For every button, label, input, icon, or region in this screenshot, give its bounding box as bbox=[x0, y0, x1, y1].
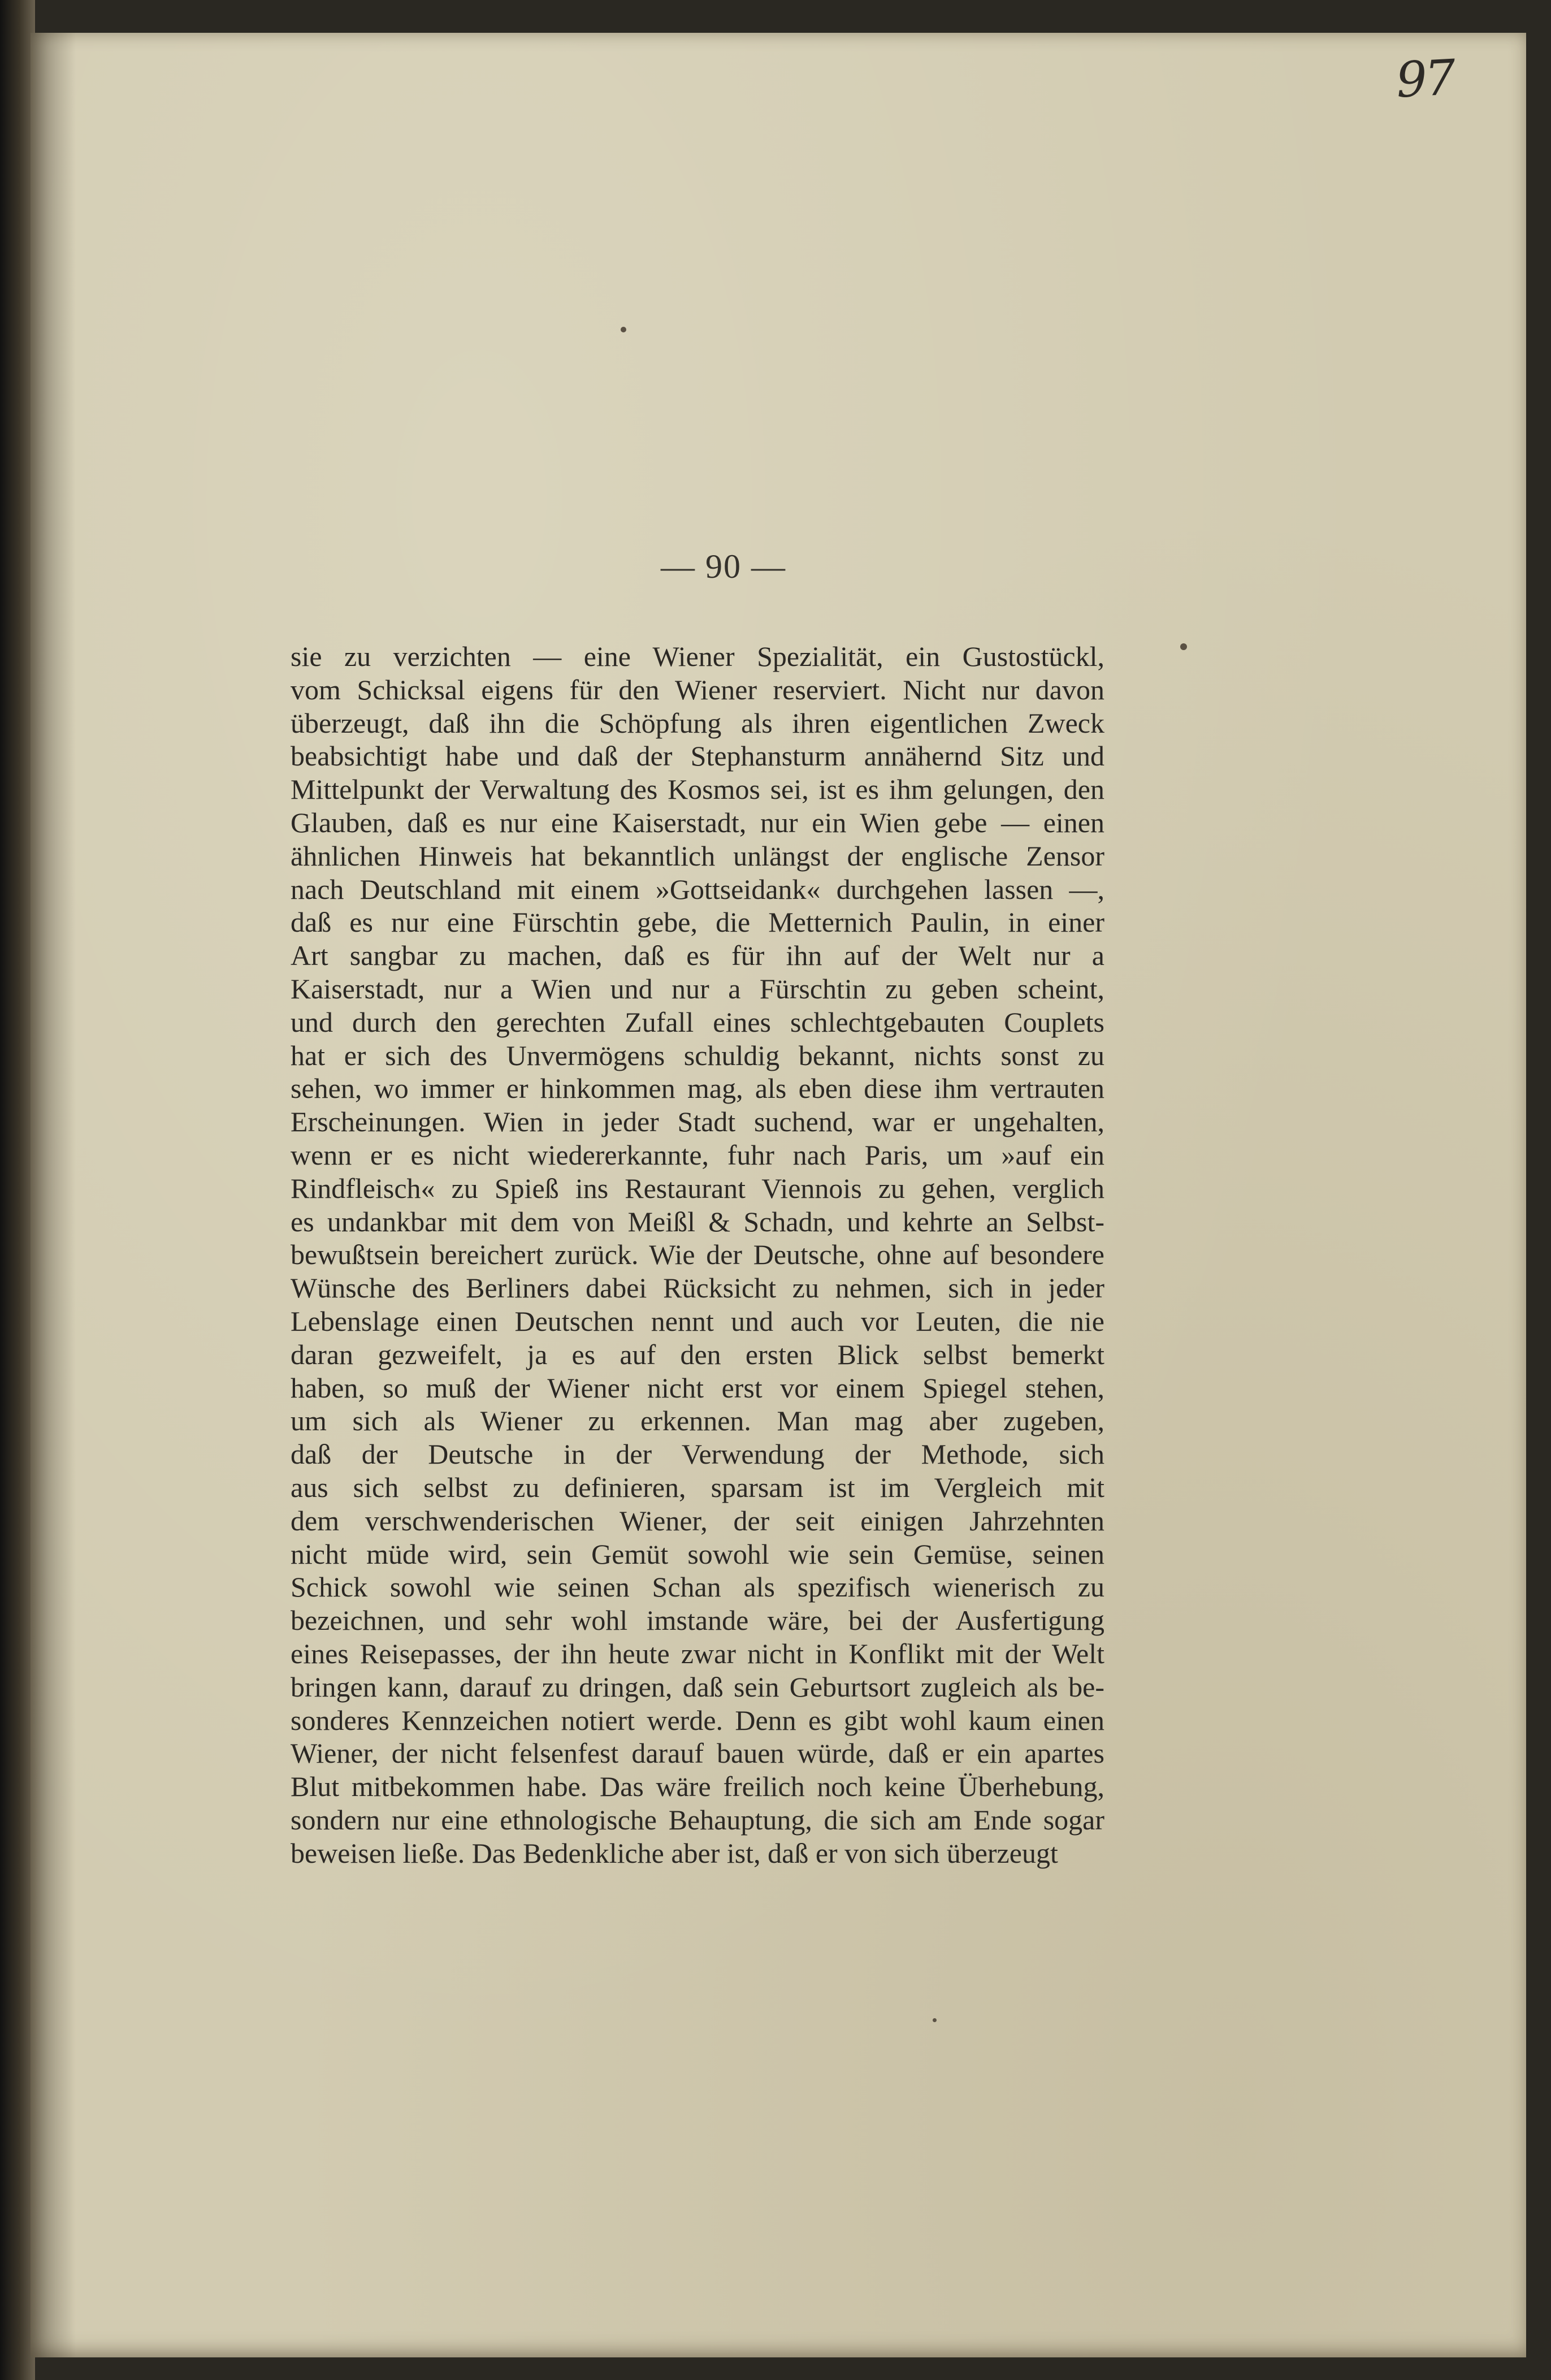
text-line: um sich als Wiener zu erkennen. Man mag aber zugeben, bbox=[291, 1405, 1104, 1437]
text-line: Schick sowohl wie seinen Schan als spezifisch wienerisch zu bbox=[291, 1571, 1104, 1603]
text-line: nicht müde wird, sein Gemüt sowohl wie sein Gemüse, seinen bbox=[291, 1538, 1104, 1570]
text-line: Rindfleisch« zu Spieß ins Restaurant Viennois zu gehen, verglich bbox=[291, 1172, 1104, 1204]
text-line: Blut mitbekommen habe. Das wäre freilich noch keine Überhebung, bbox=[291, 1771, 1104, 1803]
text-line: und durch den gerechten Zufall eines schlechtgebauten Couplets bbox=[291, 1006, 1104, 1038]
text-line: aus sich selbst zu definieren, sparsam ist im Vergleich mit bbox=[291, 1471, 1104, 1503]
book-binding-edge bbox=[0, 0, 35, 2380]
paper-speck bbox=[621, 327, 626, 332]
text-line: daß es nur eine Fürschtin gebe, die Metternich Paulin, in einer bbox=[291, 906, 1104, 938]
paper-speck bbox=[1180, 643, 1187, 650]
text-line: daran gezweifelt, ja es auf den ersten Blick selbst bemerkt bbox=[291, 1338, 1104, 1370]
paper-speck bbox=[933, 2018, 937, 2022]
text-line: haben, so muß der Wiener nicht erst vor einem Spiegel stehen, bbox=[291, 1371, 1104, 1404]
text-line: hat er sich des Unvermögens schuldig bekannt, nichts sonst zu bbox=[291, 1039, 1104, 1071]
text-line: bringen kann, darauf zu dringen, daß sein Geburtsort zugleich als be- bbox=[291, 1671, 1104, 1703]
text-line: bewußtsein bereichert zurück. Wie der Deutsche, ohne auf besondere bbox=[291, 1239, 1104, 1271]
body-text bbox=[291, 640, 1104, 1870]
text-line: beabsichtigt habe und daß der Stephansturm annähernd Sitz und bbox=[291, 740, 1104, 772]
text-line: Art sangbar zu machen, daß es für ihn auf der Welt nur a bbox=[291, 940, 1104, 972]
text-line: nach Deutschland mit einem »Gottseidank« durchgehen lassen —, bbox=[291, 873, 1104, 905]
text-line: eines Reisepasses, der ihn heute zwar nicht in Konflikt mit der Welt bbox=[291, 1637, 1104, 1669]
text-line: sie zu verzichten — eine Wiener Spezialität, ein Gustostückl, bbox=[291, 641, 1104, 672]
text-line: sondern nur eine ethnologische Behauptung, die sich am Ende sogar bbox=[291, 1803, 1104, 1836]
text-line: Lebenslage einen Deutschen nennt und auch vor Leuten, die nie bbox=[291, 1305, 1104, 1337]
text-line: sonderes Kennzeichen notiert werde. Denn es gibt wohl kaum einen bbox=[291, 1704, 1104, 1736]
text-line: vom Schicksal eigens für den Wiener reserviert. Nicht nur davon bbox=[291, 673, 1104, 706]
text-line: Glauben, daß es nur eine Kaiserstadt, nur ein Wien gebe — einen bbox=[291, 806, 1104, 838]
text-line: Wiener, der nicht felsenfest darauf bauen würde, daß er ein apartes bbox=[291, 1737, 1104, 1769]
text-line: daß der Deutsche in der Verwendung der Methode, sich bbox=[291, 1438, 1104, 1470]
text-line: Wünsche des Berliners dabei Rücksicht zu nehmen, sich in jeder bbox=[291, 1272, 1104, 1304]
text-line: wenn er es nicht wiedererkannte, fuhr nach Paris, um »auf ein bbox=[291, 1139, 1104, 1171]
gutter-shadow bbox=[31, 33, 76, 2357]
text-line: Erscheinungen. Wien in jeder Stadt suchend, war er ungehalten, bbox=[291, 1106, 1104, 1138]
text-line: Kaiserstadt, nur a Wien und nur a Fürschtin zu geben scheint, bbox=[291, 972, 1104, 1005]
text-line: ähnlichen Hinweis hat bekanntlich unlängst der englische Zensor bbox=[291, 840, 1104, 872]
text-line: es undankbar mit dem von Meißl & Schadn, und kehrte an Selbst- bbox=[291, 1205, 1104, 1237]
text-line: dem verschwenderischen Wiener, der seit einigen Jahrzehnten bbox=[291, 1504, 1104, 1537]
handwritten-archive-number: 97 bbox=[1394, 49, 1455, 109]
text-line: beweisen ließe. Das Bedenkliche aber ist, daß er von sich überzeugt bbox=[291, 1837, 1058, 1869]
text-line: sehen, wo immer er hinkommen mag, als eben diese ihm vertrauten bbox=[291, 1072, 1104, 1105]
text-line: bezeichnen, und sehr wohl imstande wäre, bei der Ausfertigung bbox=[291, 1604, 1104, 1637]
text-line: Mittelpunkt der Verwaltung des Kosmos sei, ist es ihm gelungen, den bbox=[291, 773, 1104, 806]
page-number: — 90 — bbox=[661, 548, 786, 585]
text-line: überzeugt, daß ihn die Schöpfung als ihren eigentlichen Zweck bbox=[291, 707, 1104, 739]
